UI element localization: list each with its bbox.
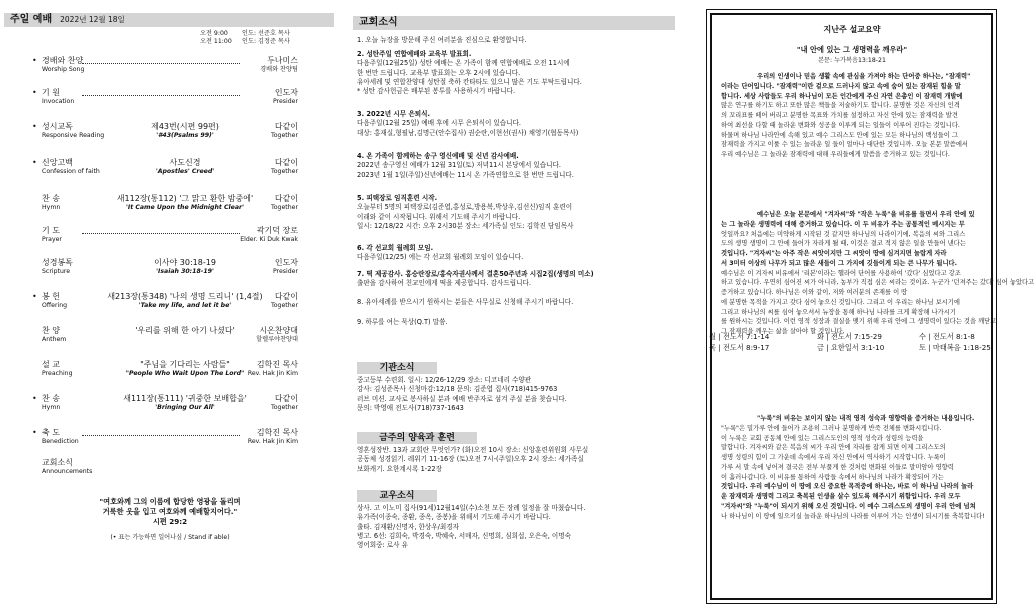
order-title-en: "People Who Wait Upon The Lord" (125, 370, 245, 377)
news-item-title: 9. 하루를 여는 묵상(Q.T) 말씀. (357, 318, 448, 326)
news-item-line: 다음주일(12월25일) 성탄 예배는 온 가족이 함께 연합예배로 오전 11시에 (357, 59, 570, 68)
order-title: 새111장(통111) '귀중한 보배합을' (123, 394, 247, 403)
sermon-line: 는 그 놀라운 생명력에 대해 증거하고 있습니다. 이 두 비유가 주는 공통적인 메시지는 무 (721, 220, 965, 228)
order-label-en: Prayer (42, 236, 62, 243)
order-title: '우리를 위해 한 아기 나셨다' (135, 326, 235, 335)
sermon-line: 서 3미터 이상의 나무가 되고 많은 새들이 그 가지에 깃들이게 되는 큰 나무가 됩니다. (721, 259, 958, 267)
text-line: 상사. 고 이노미 집사(91세)12월14일(수)소천 모든 장례 일정을 잘 마쳤습니다. (357, 504, 586, 512)
sermon-line: 에 분명한 목적을 가지고 갖다 심어 놓으신 것입니다. 그리고 이 우리는 하나님 보시기에 (721, 298, 960, 306)
order-label: 설 교 (42, 360, 60, 369)
sermon-line: 가루 서 말 속에 넣어져 결국은 전부 부풀게 한 것처럼 변화된 이들로 말미암아 영향력 (721, 463, 954, 471)
news-item-line: 다음주일(12월 25일) 예배 후에 시무 은퇴식이 있습니다. (357, 119, 521, 128)
order-label-en: Scripture (42, 268, 71, 275)
qt-cell: 화 | 전도서 7:15-29 (817, 332, 882, 341)
edu-block (357, 446, 685, 474)
news-item-title: 6. 각 선교회 월례회 모임. (357, 244, 434, 252)
sermon-line: 예수님은 이 겨자씨 비유에서 '리본'이라는 헬라어 단어를 사용하여 '갔다' 심었다고 강조 (721, 269, 961, 277)
news-item-title: 2. 성탄주일 연합예배와 교육부 발표회. (357, 50, 472, 58)
sermon-line: 이 흘러나갑니다. 이 비유를 통하여 사람들 속에서 하나님의 나라가 확장되어 가는 (721, 473, 944, 481)
order-leader: 김학진 목사 (256, 428, 298, 437)
sermon-line: 나 하나님이 이 땅에 일으키실 놀라운 하나님의 나라를 이루어 가는 인생이 되시기를 축복합니다! (721, 512, 985, 520)
order-label: 찬 송 (42, 394, 60, 403)
verse-line: "여호와께 그의 이름에 합당한 영광을 돌리며 (99, 497, 241, 506)
order-leader-en: 할렐루야찬양대 (256, 336, 298, 343)
news-item-line: 이래와 같이 시작됩니다. 위해서 기도해 주시기 바랍니다. (357, 212, 521, 221)
order-label: 신앙고백 (42, 158, 73, 167)
order-leader-en: Rev. Hak Jin Kim (247, 370, 298, 377)
text-line: 중고등부 수련회. 일시: 12/26-12/29 장소: 디코네리 수양관 (357, 376, 532, 384)
qt-cell: 토 | 마태복음 1:18-25 (919, 343, 991, 352)
order-title: 제43번(시편 99편) (151, 122, 219, 131)
sermon-line: 운 잠재력과 생명력 그리고 축복된 인생을 살수 있도록 해주시기 위함입니다. 우리 모두 (721, 493, 961, 500)
news-item (357, 244, 685, 263)
qt-cell: 수 | 전도서 8:1-8 (919, 332, 975, 341)
sermon-line: "누룩"은 밀가루 안에 들어가 조용히 그러나 분명하게 반죽 전체를 변화시킵니다. (721, 424, 942, 432)
leader-dots (82, 435, 240, 436)
sermon-line: 많은 연구를 하기도 하고 또한 많은 책들을 저술하기도 합니다. 분명한 것은 자신의 인격 (721, 102, 960, 110)
service-leader: 인도: 선준호 목사 (242, 30, 290, 37)
sermon-paragraph (721, 414, 989, 521)
leader-dots (82, 63, 240, 64)
qt-cell: 목 | 전도서 8:9-17 (709, 343, 770, 352)
sermon-summary (703, 0, 1034, 612)
order-leader-en: Together (271, 132, 298, 139)
news-item-line: 2022년 송구영신 예배가 12월 31일(토) 저녁11시 본당에서 있습니다. (357, 161, 561, 170)
verse-line: 거룩한 옷을 입고 여호와께 예배할지어다." (102, 507, 238, 516)
leader-dots (82, 233, 240, 234)
service-time: 오전 9:00 (200, 30, 228, 37)
order-title: 사도신경 (169, 158, 201, 167)
order-leader: 곽기덕 장로 (256, 226, 298, 235)
worship-date: 2022년 12월 18일 (60, 15, 125, 24)
order-label-en: Announcements (42, 468, 93, 475)
text-line: 공동체 성경읽기. 레위기 11-16장 (토)오전 7시-(주일)오후 2시 장소: 세가족실 (357, 455, 584, 464)
sermon-line: 우리의 인생이나 믿음 생활 속에 관심을 가져야 하는 단어중 하나는, "잠재력" (757, 73, 971, 80)
news-item-line: 출판을 감사하여 친교인에게 떡을 제공합니다. 감사드립니다. (357, 279, 531, 288)
order-title: 이사야 30:18-19 (154, 258, 216, 267)
sermon-line: "겨자씨"와 "누룩"이 되시기 위해 오신 것입니다. 이 예수 그리스도의 생명이 우리 안에 넘쳐 (721, 502, 976, 510)
sermon-line: 합니다. 세상 사람들도 우리 하나님이 모든 인간에게 주신 자연 은총인 이 잠재력 개발에 (721, 92, 963, 100)
order-leader-en: Rev. Hak Jin Kim (247, 438, 298, 445)
order-leader: 인도자 (274, 258, 298, 267)
order-bullet: • (32, 292, 37, 301)
sermon-line: 말합니다. 겨자씨와 같은 복음의 씨가 우리 안에 자리를 잡게 되면 이제 그리스도의 (721, 444, 946, 452)
order-leader-en: Together (271, 168, 298, 175)
order-title: 새213장(통348) '나의 생명 드리니' (1,4절) (107, 292, 263, 301)
text-line: 영혼성장반. 13과 교회란 무엇인가? (화)오전 10시 장소: 신앙훈련위원회 사무실 (357, 446, 589, 454)
order-label-en: Hymn (42, 404, 61, 411)
order-leader: 다같이 (274, 194, 298, 203)
sermon-line: 증거하고 있습니다. 하나님은 이와 같이, 저와 여러분의 존재를 이 땅 (721, 289, 908, 296)
worship-header (4, 13, 334, 27)
order-title-en: 'Apostles' Creed' (155, 168, 215, 175)
sermon-line: "누룩"의 비유는 보이지 않는 내적 영적 성숙과 영향력을 증거하는 내용입니다. (757, 415, 975, 422)
order-leader: 두나미스 (267, 56, 298, 65)
order-leader: 다같이 (274, 122, 298, 131)
text-line: 영어회중: 로사 유 (357, 541, 409, 550)
sermon-line: 하여 최선을 다할 때 놀라운 변화와 성공을 이루게 되는 일들이 이루어 진다는 것입니다. (721, 121, 960, 129)
sermon-line: 것입니다. "겨자씨"는 아주 작은 씨앗이지만 그 씨앗이 땅에 심겨지면 놀랍게 자라 (721, 250, 947, 257)
sermon-line: 생명 성령의 힘이 그 가운데 속에서 우리 자신 안에서 역사하기 시작합니다. 누룩이 (721, 454, 946, 461)
order-bullet: • (32, 428, 37, 437)
order-label: 찬 송 (42, 194, 60, 203)
sermon-line: 도의 생명 생명이 그 안에 들어가 자라게 될 때, 이것은 결코 적지 않은 일을 만들어 낸다는 (721, 240, 966, 248)
order-label-en: Anthem (42, 336, 67, 343)
order-label: 찬 양 (42, 326, 60, 335)
news-item (357, 36, 685, 45)
sermon-line: 이라는 단어입니다. "잠재력"이란 겉으로 드러나지 않고 속에 숨어 있는 잠재된 힘을 말 (721, 82, 961, 90)
news-item-title: 8. 유아세례를 받으시기 원하시는 분들은 사무실로 신청해 주시기 바랍니다. (357, 298, 574, 306)
news-item (357, 110, 685, 138)
sermon-line: 그리고 하나님의 씨를 심어 놓으셔서 뉴장을 통해 하나님 나라를 크게 확장해 나가시기 (721, 308, 956, 316)
order-label: 기 원 (42, 88, 60, 97)
text-line: 출타. 김재환/신명자, 한상우/최경자 (357, 522, 460, 531)
order-label-en: Confession of faith (42, 168, 100, 175)
order-title-en: 'Bringing Our All' (155, 404, 215, 411)
sermon-line: 것입니다. 우리 예수님이 이 땅에 오신 중요한 목적중에 하나는, 바로 이 하나님 나라의 놀라 (721, 483, 974, 491)
news-item (357, 270, 685, 289)
sermon-paragraph (721, 72, 989, 160)
order-leader: 다같이 (274, 394, 298, 403)
order-label-en: Preaching (42, 370, 73, 377)
news-item-line: 오늘부터 5명의 피택장로(김준엽,홍성로,방용복,박상우,김선신)임직 훈련이 (357, 203, 573, 212)
order-leader: 다같이 (274, 158, 298, 167)
news-item-title: 1. 오늘 뉴장을 방문해 주신 여러분을 진심으로 환영합니다. (357, 36, 527, 44)
order-leader: 인도자 (274, 88, 298, 97)
order-leader: 다같이 (274, 292, 298, 301)
order-leader-en: Presider (272, 98, 298, 105)
order-title: "주님을 기다리는 사람들" (140, 360, 230, 369)
org-header: 기관소식 (357, 362, 437, 374)
news-item-line: 다음주일(12/25) 에는 각 선교회 월례회 모임이 있습니다. (357, 253, 524, 262)
sermon-line: 예수님은 오늘 본문에서 "겨자씨"와 "작은 누룩"을 비유를 들면서 우리 안에 있 (757, 211, 975, 218)
order-label-en: Responsive Reading (42, 132, 105, 139)
fellowship-block (357, 504, 685, 551)
news-item (357, 50, 685, 97)
news-item (357, 298, 685, 307)
news-item (357, 194, 685, 231)
fellowship-header: 교우소식 (357, 490, 437, 502)
sermon-paragraph (721, 210, 1034, 337)
news-item-line: * 성탄 감사헌금은 배부된 봉투를 사용하시기 바랍니다. (357, 87, 516, 96)
order-title-en: 'Isaiah 30:18-19' (156, 268, 214, 275)
verse-reference: 시편 29:2 (152, 517, 188, 526)
order-leader-en: Elder. Ki Duk Kwak (240, 236, 298, 243)
sermon-line: 잠재력을 가지고 이룰 수 있는 놀라운 일 들이 얼마나 대단한 것입니까. 오늘 본문 말씀에서 (721, 141, 969, 149)
order-label: 기 도 (42, 226, 60, 235)
worship-order (0, 0, 340, 612)
order-label: 성시교독 (42, 122, 73, 131)
text-line: 유가족(이종숙, 종환, 종옥, 종봉)을 위해서 기도해 주시기 바랍니다. (357, 513, 551, 522)
sermon-line: 를 원하시는 것입니다. 이런 영적 성장과 결실을 맺기 위해 우리 안에 그 생명력이 있다는 것을 깨닫고 (721, 318, 997, 326)
news-item-line: 한 번만 드립니다. 교육부 발표회는 오후 2시에 있습니다. (357, 68, 521, 77)
order-label-en: Hymn (42, 204, 61, 211)
sermon-line: 그 잠재력을 깨우는 삶을 살아야 할 것입니다. (721, 328, 845, 335)
service-leader: 인도: 김정준 목사 (242, 38, 290, 45)
sermon-line: 이 누룩은 교회 공동체 안에 있는 그리스도인의 영적 성숙과 성령의 능력을 (721, 434, 924, 442)
order-label: 경배와 찬양 (42, 56, 84, 65)
news-item-line: 2023년 1월 1일(주일)신년예배는 11시 온 가족연합으로 한 번만 드립니다. (357, 170, 574, 179)
order-bullet: • (32, 122, 37, 131)
order-label-en: Benediction (42, 438, 79, 445)
order-bullet: • (32, 158, 37, 167)
order-label: 성경봉독 (42, 258, 73, 267)
news-item (357, 152, 685, 180)
news-item-line: 대상: 홍재실,형필남,김명근(안수집사) 권순란,이현선(권사) 채영기(협동목사) (357, 128, 579, 137)
order-title-en: '#43(Psalms 99)' (156, 132, 214, 139)
text-line: 강사: 김성준목사 신청마감:12/18 문의: 김준엽 집사(718)415-9763 (357, 385, 558, 394)
text-line: 문의: 박영애 전도사(718)737-1643 (357, 404, 464, 413)
order-title-en: 'Take my life, and let it be' (138, 302, 232, 309)
sermon-subtitle: "내 안에 있는 그 생명력을 깨우라" (796, 45, 908, 54)
order-leader-en: 경배와 찬양팀 (260, 66, 298, 73)
order-bullet: • (32, 56, 37, 65)
news-item (357, 318, 685, 327)
worship-title: 주일 예배 (10, 14, 53, 25)
sermon-reference: 본문: 누가복음13:18-21 (818, 57, 886, 64)
news-item-title: 3. 2022년 시무 은퇴식. (357, 110, 431, 118)
order-leader-en: Together (271, 404, 298, 411)
news-header: 교회소식 (353, 16, 675, 30)
order-label: 봉 헌 (42, 292, 60, 301)
sermon-line: 우리 예수님은 그 놀라운 잠재력에 대해 우리들에게 말씀을 증거하고 있는 것입니다. (721, 151, 950, 158)
sermon-line: 하고 있습니다. 우연히 심어진 씨가 아니라, 농부가 직접 심은 씨라는 것이죠. 누군가 '던져주는 갔다' 심어 놓았다고 (721, 279, 1034, 287)
order-leader-en: Presider (272, 268, 298, 275)
sermon-line: 하물며 하나님 나라안에 속해 있고 예수 그리스도 안에 있는 모든 하나님의 백성들이 그 (721, 131, 958, 139)
order-label: 축 도 (42, 428, 60, 437)
text-line: 러브 미션. 교사로 봉사하실 분과 예배 반주자로 섬겨 주실 분을 찾습니다. (357, 394, 567, 403)
news-item-line: 유아세례 및 연합찬양대 성탄절 축하 칸타타도 있으니 많은 기도 부탁드립니다. (357, 78, 582, 87)
order-leader-en: Together (271, 302, 298, 309)
order-label-en: Offering (42, 302, 68, 309)
text-line: 보화캐기. 요한계시록 1-22장 (357, 464, 442, 473)
news-item-title: 4. 온 가족이 함께하는 송구 영신예배 및 신년 감사예배. (357, 152, 519, 160)
text-line: 병고. 6선: 김희숙, 박경숙, 박혜숙, 서매자, 신명희, 심희섭, 오은숙, 이명숙 (357, 532, 572, 541)
service-time: 오전 11:00 (200, 38, 232, 45)
order-title: 새112장(통112) '그 맑고 환한 밤중에' (116, 194, 254, 203)
news-item-title: 5. 피택장로 임직훈련 시작. (357, 194, 438, 202)
org-block (357, 376, 685, 413)
order-bullet: • (32, 394, 37, 403)
qt-cell: 금 | 요한일서 3:1-10 (817, 343, 885, 352)
order-bullet: • (32, 88, 37, 97)
sermon-title: 지난주 설교요약 (823, 25, 881, 34)
sermon-line: 의 꼬리표를 떼어 버리고 분명한 목표와 가치를 설정하고 자신 안에 있는 잠재력을 발견 (721, 112, 958, 119)
leader-dots (82, 95, 240, 96)
sermon-line: 엇일까요? 처음에는 미약하게 시작된 것 같지만 하나님의 나라이기에, 복음의 씨와 그리스 (721, 230, 966, 238)
edu-header: 금주의 양육과 훈련 (357, 432, 477, 444)
stand-note: (• 표는 가능하면 일어나심 / Stand if able) (110, 534, 230, 541)
order-label: 교회소식 (42, 458, 73, 467)
order-leader: 김학진 목사 (256, 360, 298, 369)
order-label-en: Invocation (42, 98, 75, 105)
order-leader-en: Together (271, 204, 298, 211)
order-label-en: Worship Song (42, 66, 85, 73)
news-item-title: 7. 떡 제공감사. 홍승란장로/홍숙자권사께서 결혼50주년과 시집2집(생명의 미소) (357, 270, 594, 278)
news-item-line: 일시: 12/18/22 시간: 오후 2시30분 장소: 세가족실 인도: 김학진 담임목사 (357, 222, 574, 231)
qt-cell: 월 | 전도서 7:1-14 (709, 332, 770, 341)
order-leader: 시온찬양대 (259, 326, 298, 335)
order-title-en: 'It Came Upon the Midnight Clear' (126, 204, 244, 211)
